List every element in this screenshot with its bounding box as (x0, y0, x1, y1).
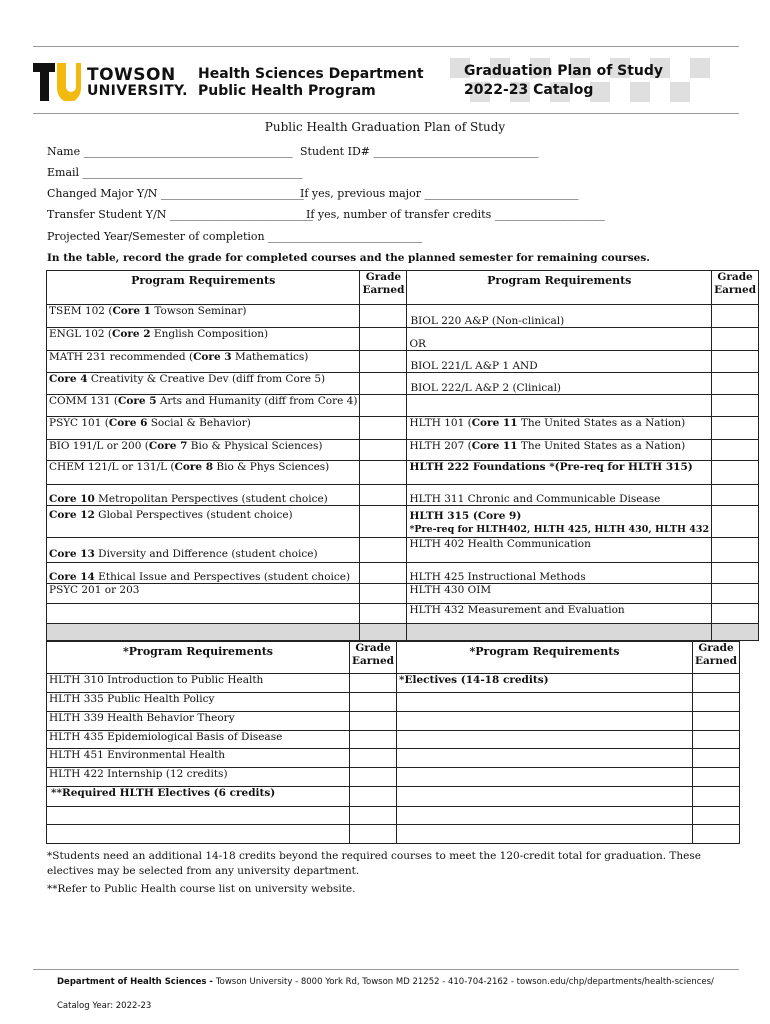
separator-row (712, 624, 759, 641)
table-row (47, 604, 360, 624)
table-row (397, 768, 693, 787)
email-field[interactable]: Email ________________________________________ (47, 166, 303, 179)
table-row: HLTH 335 Public Health Policy (47, 693, 350, 712)
table-row: *Electives (14-18 credits) (397, 674, 693, 693)
grade-cell[interactable] (712, 461, 759, 485)
separator-row (407, 624, 712, 641)
table-row: CHEM 121/L or 131/L (Core 8 Bio & Phys Sciences) (47, 461, 360, 485)
table-row: HLTH 315 (Core 9) *Pre-req for HLTH402, HLTH 425, HLTH 430, HLTH 432 (407, 506, 712, 538)
table-row (397, 825, 693, 844)
dept-line2: Public Health Program (198, 83, 376, 99)
table1-left-header: Program Requirements (47, 271, 360, 305)
footer-contact: Department of Health Sciences - Towson University - 8000 York Rd, Towson MD 21252 - 410-704-2162 - towson.edu/chp/departments/health-sciences/ (57, 977, 714, 987)
table-row: Core 12 Global Perspectives (student choice) (47, 506, 360, 538)
document-title: Public Health Graduation Plan of Study (264, 120, 506, 134)
grade-cell[interactable] (712, 506, 759, 538)
grade-cell[interactable] (350, 712, 397, 731)
grade-cell[interactable] (712, 305, 759, 328)
table-row: HLTH 422 Internship (12 credits) (47, 768, 350, 787)
table-row (397, 712, 693, 731)
grade-cell[interactable] (712, 328, 759, 351)
grade-cell[interactable] (712, 604, 759, 624)
table2-right-header: *Program Requirements (397, 642, 693, 674)
table-row (407, 395, 712, 417)
table-row (397, 787, 693, 807)
grade-cell[interactable] (693, 787, 740, 807)
grade-cell[interactable] (360, 395, 407, 417)
table-row: BIOL 220 A&P (Non-clinical) (407, 305, 712, 328)
table1-grade-header-left: Grade Earned (360, 271, 407, 305)
upper-level-requirements-table (46, 641, 740, 844)
table-row: HLTH 339 Health Behavior Theory (47, 712, 350, 731)
table-row: Core 10 Metropolitan Perspectives (student choice) (47, 485, 360, 506)
grade-cell[interactable] (350, 768, 397, 787)
table-row (47, 825, 350, 844)
table-row: TSEM 102 (Core 1 Towson Seminar) (47, 305, 360, 328)
grade-cell[interactable] (350, 825, 397, 844)
table-row: **Required HLTH Electives (6 credits) (47, 787, 350, 807)
grade-cell[interactable] (693, 731, 740, 749)
projected-completion-field[interactable]: Projected Year/Semester of completion ____________________________ (47, 230, 423, 243)
table-row: Core 4 Creativity & Creative Dev (diff from Core 5) (47, 373, 360, 395)
table-row: OR (407, 328, 712, 351)
table-row: MATH 231 recommended (Core 3 Mathematics) (47, 351, 360, 373)
grade-cell[interactable] (712, 485, 759, 506)
grade-cell[interactable] (693, 768, 740, 787)
grade-cell[interactable] (712, 395, 759, 417)
transfer-student-field[interactable]: Transfer Student Y/N __________________________ (47, 208, 313, 221)
grade-cell[interactable] (712, 538, 759, 563)
student-id-field[interactable]: Student ID# ______________________________ (300, 145, 539, 158)
plan-heading (464, 62, 663, 100)
table-row: Core 14 Ethical Issue and Perspectives (student choice) (47, 563, 360, 584)
table2-left-header: *Program Requirements (47, 642, 350, 674)
grade-cell[interactable] (712, 417, 759, 440)
program-requirements-table (46, 270, 759, 641)
plan-line1: Graduation Plan of Study (464, 63, 664, 79)
table-row: ENGL 102 (Core 2 English Composition) (47, 328, 360, 351)
grade-cell[interactable] (693, 712, 740, 731)
grade-cell[interactable] (693, 674, 740, 693)
table-row: HLTH 101 (Core 11 The United States as a Nation) (407, 417, 712, 440)
table2-grade-header-right: Grade Earned (693, 642, 740, 674)
header-rule (33, 113, 739, 114)
table2-grade-header-left: Grade Earned (350, 642, 397, 674)
table-row: HLTH 310 Introduction to Public Health (47, 674, 350, 693)
grade-cell[interactable] (360, 461, 407, 485)
previous-major-field[interactable]: If yes, previous major ____________________________ (300, 187, 579, 200)
tu-logo-icon (33, 63, 81, 101)
grade-cell[interactable] (350, 731, 397, 749)
grade-cell[interactable] (360, 538, 407, 563)
grade-cell[interactable] (360, 485, 407, 506)
grade-cell[interactable] (693, 825, 740, 844)
grade-cell[interactable] (712, 373, 759, 395)
instruction-text: In the table, record the grade for completed courses and the planned semester for remaining courses. (47, 252, 650, 264)
grade-cell[interactable] (360, 328, 407, 351)
table-row (397, 749, 693, 768)
separator-row (360, 624, 407, 641)
table-row: HLTH 435 Epidemiological Basis of Disease (47, 731, 350, 749)
table-row: HLTH 311 Chronic and Communicable Disease (407, 485, 712, 506)
table-row (397, 731, 693, 749)
table-row: BIOL 221/L A&P 1 AND (407, 351, 712, 373)
grade-cell[interactable] (360, 373, 407, 395)
grade-cell[interactable] (360, 351, 407, 373)
table-row: HLTH 451 Environmental Health (47, 749, 350, 768)
grade-cell[interactable] (693, 807, 740, 825)
grade-cell[interactable] (712, 584, 759, 604)
catalog-year: Catalog Year: 2022-23 (57, 1001, 152, 1011)
table1-grade-header-right: Grade Earned (712, 271, 759, 305)
table-row: HLTH 430 OIM (407, 584, 712, 604)
table-row: HLTH 432 Measurement and Evaluation (407, 604, 712, 624)
table-row: HLTH 402 Health Communication (407, 538, 712, 563)
table-row: PSYC 201 or 203 (47, 584, 360, 604)
grade-cell[interactable] (350, 674, 397, 693)
name-field[interactable]: Name ______________________________________ (47, 145, 293, 158)
grade-cell[interactable] (360, 417, 407, 440)
grade-cell[interactable] (360, 563, 407, 584)
logo-line2: UNIVERSITY. (87, 82, 188, 99)
grade-cell[interactable] (360, 506, 407, 538)
table-row: BIO 191/L or 200 (Core 7 Bio & Physical Sciences) (47, 440, 360, 461)
dept-line1: Health Sciences Department (198, 66, 424, 82)
grade-cell[interactable] (693, 749, 740, 768)
top-rule (33, 46, 739, 47)
grade-cell[interactable] (350, 807, 397, 825)
course-list-note: **Refer to Public Health course list on university website. (47, 883, 356, 895)
table-row (397, 807, 693, 825)
plan-line2: 2022-23 Catalog (464, 82, 594, 98)
table-row (397, 693, 693, 712)
table-row: PSYC 101 (Core 6 Social & Behavior) (47, 417, 360, 440)
grade-cell[interactable] (350, 749, 397, 768)
table-row (47, 807, 350, 825)
grade-cell[interactable] (350, 693, 397, 712)
table-row: HLTH 222 Foundations *(Pre-req for HLTH 315) (407, 461, 712, 485)
separator-row (47, 624, 360, 641)
electives-note: *Students need an additional 14-18 credits beyond the required courses to meet the 120-credit total for graduation. These electives may be selected from any university department. (47, 850, 701, 877)
grade-cell[interactable] (712, 563, 759, 584)
table-row: BIOL 222/L A&P 2 (Clinical) (407, 373, 712, 395)
towson-logo (33, 62, 188, 102)
grade-cell[interactable] (360, 440, 407, 461)
grade-cell[interactable] (712, 440, 759, 461)
department-heading (198, 66, 424, 100)
grade-cell[interactable] (712, 351, 759, 373)
grade-cell[interactable] (360, 604, 407, 624)
transfer-credits-field[interactable]: If yes, number of transfer credits ____________________ (306, 208, 605, 221)
footer-rule (33, 969, 739, 970)
grade-cell[interactable] (360, 584, 407, 604)
grade-cell[interactable] (693, 693, 740, 712)
grade-cell[interactable] (360, 305, 407, 328)
table-row: Core 13 Diversity and Difference (student choice) (47, 538, 360, 563)
table-row: HLTH 425 Instructional Methods (407, 563, 712, 584)
changed-major-field[interactable]: Changed Major Y/N __________________________ (47, 187, 304, 200)
logo-line1: TOWSON (87, 64, 176, 85)
table-row: COMM 131 (Core 5 Arts and Humanity (diff from Core 4) (47, 395, 360, 417)
table-row: HLTH 207 (Core 11 The United States as a Nation) (407, 440, 712, 461)
table1-right-header: Program Requirements (407, 271, 712, 305)
grade-cell[interactable] (350, 787, 397, 807)
